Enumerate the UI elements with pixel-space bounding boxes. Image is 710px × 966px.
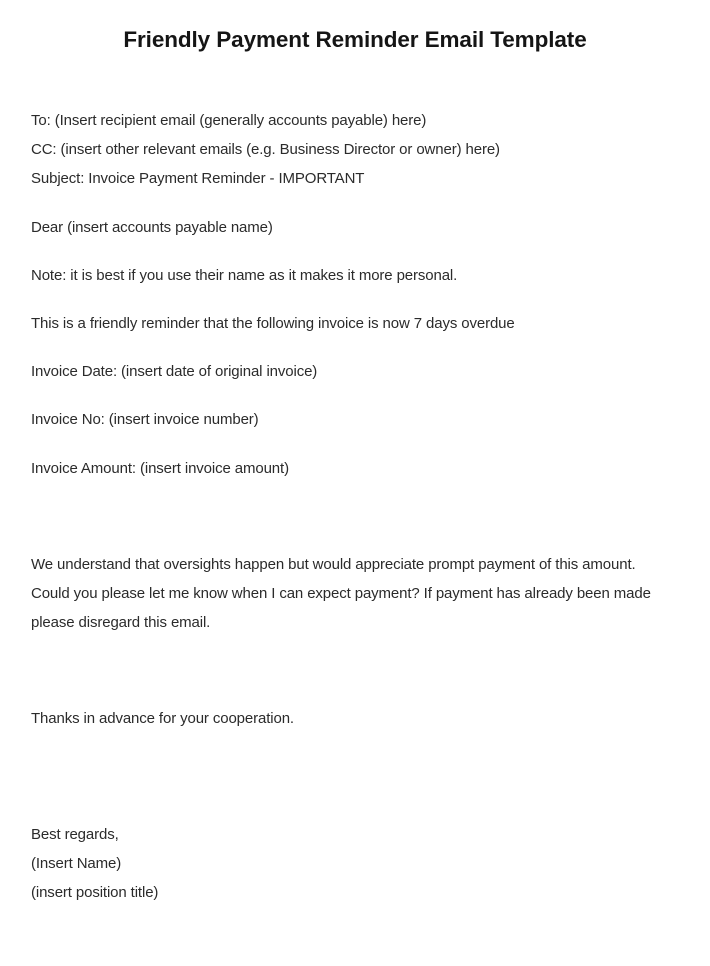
email-template-body <box>31 106 692 907</box>
to-line: To: (Insert recipient email (generally accounts payable) here) <box>31 112 427 129</box>
name-placeholder-line: (Insert Name) <box>31 854 122 872</box>
body-paragraph-line-3: please disregard this email. <box>31 614 211 632</box>
note-line: Note: it is best if you use their name as it makes it more personal. <box>31 266 458 284</box>
body-paragraph-block <box>31 550 692 638</box>
email-header-block <box>31 106 692 194</box>
spacer <box>31 435 692 454</box>
body-paragraph-line-2: Could you please let me know when I can expect payment? If payment has already been made <box>31 585 651 603</box>
spacer <box>31 386 692 405</box>
invoice-no-line: Invoice No: (insert invoice number) <box>31 411 259 429</box>
cc-line: CC: (insert other relevant emails (e.g. Business Director or owner) here) <box>31 141 500 159</box>
opening-block <box>31 309 692 338</box>
page-title: Friendly Payment Reminder Email Template <box>123 27 587 52</box>
invoice-amount-block <box>31 454 692 483</box>
invoice-no-block <box>31 405 692 434</box>
sign-off-line: Best regards, <box>31 825 119 843</box>
position-placeholder-line: (insert position title) <box>31 884 159 902</box>
invoice-date-block <box>31 357 692 386</box>
greeting-line: Dear (insert accounts payable name) <box>31 218 273 236</box>
subject-line: Subject: Invoice Payment Reminder - IMPORTANT <box>31 170 365 188</box>
reminder-line: This is a friendly reminder that the following invoice is now 7 days overdue <box>31 315 515 333</box>
thanks-block <box>31 704 692 733</box>
invoice-date-line: Invoice Date: (insert date of original invoice) <box>31 363 318 381</box>
salutation-block <box>31 213 692 242</box>
spacer <box>31 483 692 550</box>
signature-block <box>31 820 692 908</box>
spacer <box>31 734 692 820</box>
spacer <box>31 194 692 213</box>
spacer <box>31 242 692 261</box>
note-block <box>31 261 692 290</box>
body-paragraph-line-1: We understand that oversights happen but would appreciate prompt payment of this amount. <box>31 555 636 573</box>
invoice-amount-line: Invoice Amount: (insert invoice amount) <box>31 459 289 477</box>
spacer <box>31 338 692 357</box>
spacer <box>31 290 692 309</box>
thanks-line: Thanks in advance for your cooperation. <box>31 710 294 728</box>
spacer <box>31 637 692 704</box>
